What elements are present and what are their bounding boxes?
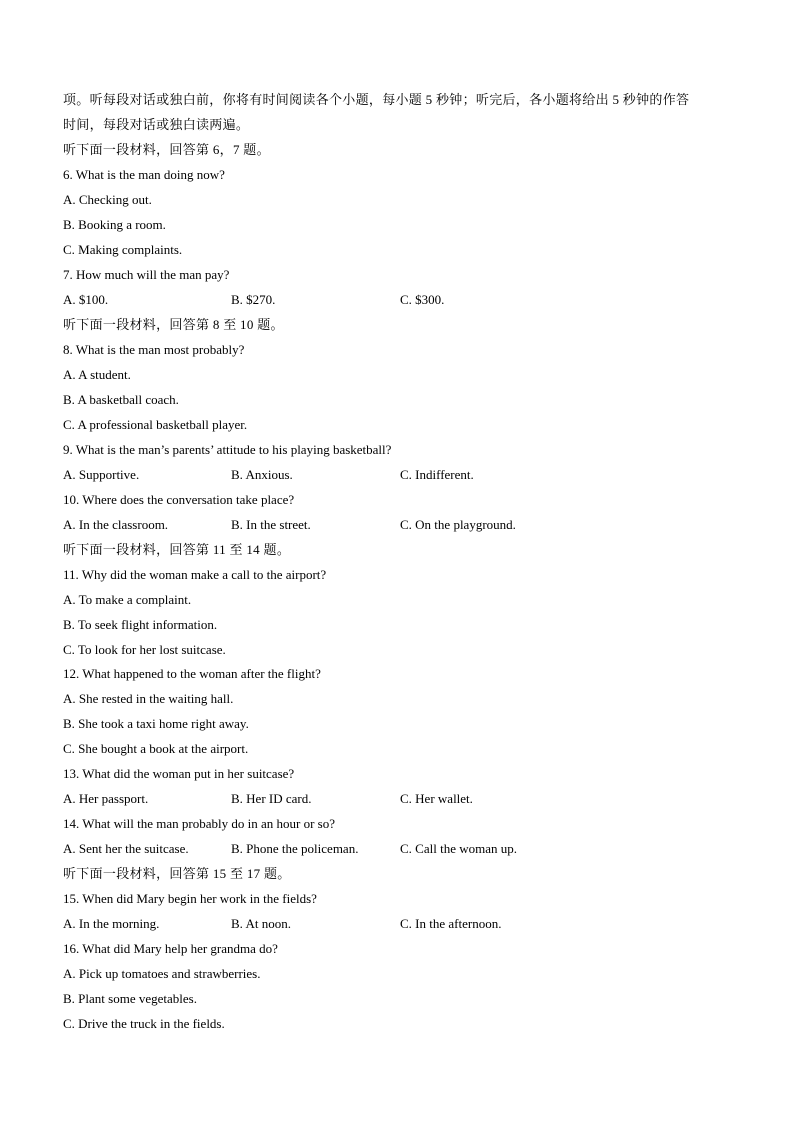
question-text: 8. What is the man most probably? <box>63 342 245 357</box>
option-a: A. A student. <box>63 367 131 382</box>
section-header: 听下面一段材料，回答第 8 至 10 题。 <box>63 317 284 332</box>
option-b: B. Anxious. <box>231 467 293 482</box>
option-c: C. In the afternoon. <box>400 916 502 931</box>
option-b: B. Booking a room. <box>63 217 166 232</box>
question-text: 9. What is the man’s parents’ attitude to his playing basketball? <box>63 442 392 457</box>
section-header: 听下面一段材料，回答第 6，7 题。 <box>63 142 270 157</box>
question-text: 6. What is the man doing now? <box>63 167 225 182</box>
option-c: C. Making complaints. <box>63 242 183 257</box>
question-text: 16. What did Mary help her grandma do? <box>63 941 278 956</box>
option-c: C. Drive the truck in the fields. <box>63 1016 225 1031</box>
option-a: A. Pick up tomatoes and strawberries. <box>63 966 261 981</box>
option-a: A. In the classroom. <box>63 517 169 532</box>
option-a: A. Her passport. <box>63 791 149 806</box>
option-a: A. Sent her the suitcase. <box>63 841 189 856</box>
option-c: C. On the playground. <box>400 517 516 532</box>
option-c: C. $300. <box>400 292 445 307</box>
instructions-line-2: 时间，每段对话或独白读两遍。 <box>63 117 250 132</box>
question-text: 12. What happened to the woman after the flight? <box>63 666 321 681</box>
question-text: 14. What will the man probably do in an hour or so? <box>63 816 335 831</box>
section-header: 听下面一段材料，回答第 11 至 14 题。 <box>63 542 291 557</box>
option-a: A. In the morning. <box>63 916 160 931</box>
question-text: 13. What did the woman put in her suitcase? <box>63 766 295 781</box>
option-b: B. In the street. <box>231 517 311 532</box>
question-text: 10. Where does the conversation take place? <box>63 492 295 507</box>
option-c: C. A professional basketball player. <box>63 417 248 432</box>
option-b: B. She took a taxi home right away. <box>63 716 249 731</box>
option-c: C. Indifferent. <box>400 467 474 482</box>
section-header: 听下面一段材料，回答第 15 至 17 题。 <box>63 866 291 881</box>
question-text: 15. When did Mary begin her work in the fields? <box>63 891 317 906</box>
option-a: A. $100. <box>63 292 109 307</box>
option-c: C. She bought a book at the airport. <box>63 741 249 756</box>
option-a: A. To make a complaint. <box>63 592 192 607</box>
option-a: A. She rested in the waiting hall. <box>63 691 234 706</box>
option-b: B. Plant some vegetables. <box>63 991 197 1006</box>
option-b: B. To seek flight information. <box>63 617 218 632</box>
option-b: B. At noon. <box>231 916 291 931</box>
instructions-line-1: 项。听每段对话或独白前，你将有时间阅读各个小题，每小题 5 秒钟；听完后，各小题将给出 5 秒钟的作答 <box>63 92 690 107</box>
option-c: C. Her wallet. <box>400 791 473 806</box>
question-text: 7. How much will the man pay? <box>63 267 230 282</box>
option-b: B. $270. <box>231 292 276 307</box>
option-b: B. Her ID card. <box>231 791 312 806</box>
question-text: 11. Why did the woman make a call to the airport? <box>63 567 327 582</box>
option-a: A. Checking out. <box>63 192 152 207</box>
option-b: B. A basketball coach. <box>63 392 179 407</box>
option-a: A. Supportive. <box>63 467 140 482</box>
option-b: B. Phone the policeman. <box>231 841 359 856</box>
option-c: C. Call the woman up. <box>400 841 517 856</box>
option-c: C. To look for her lost suitcase. <box>63 642 226 657</box>
